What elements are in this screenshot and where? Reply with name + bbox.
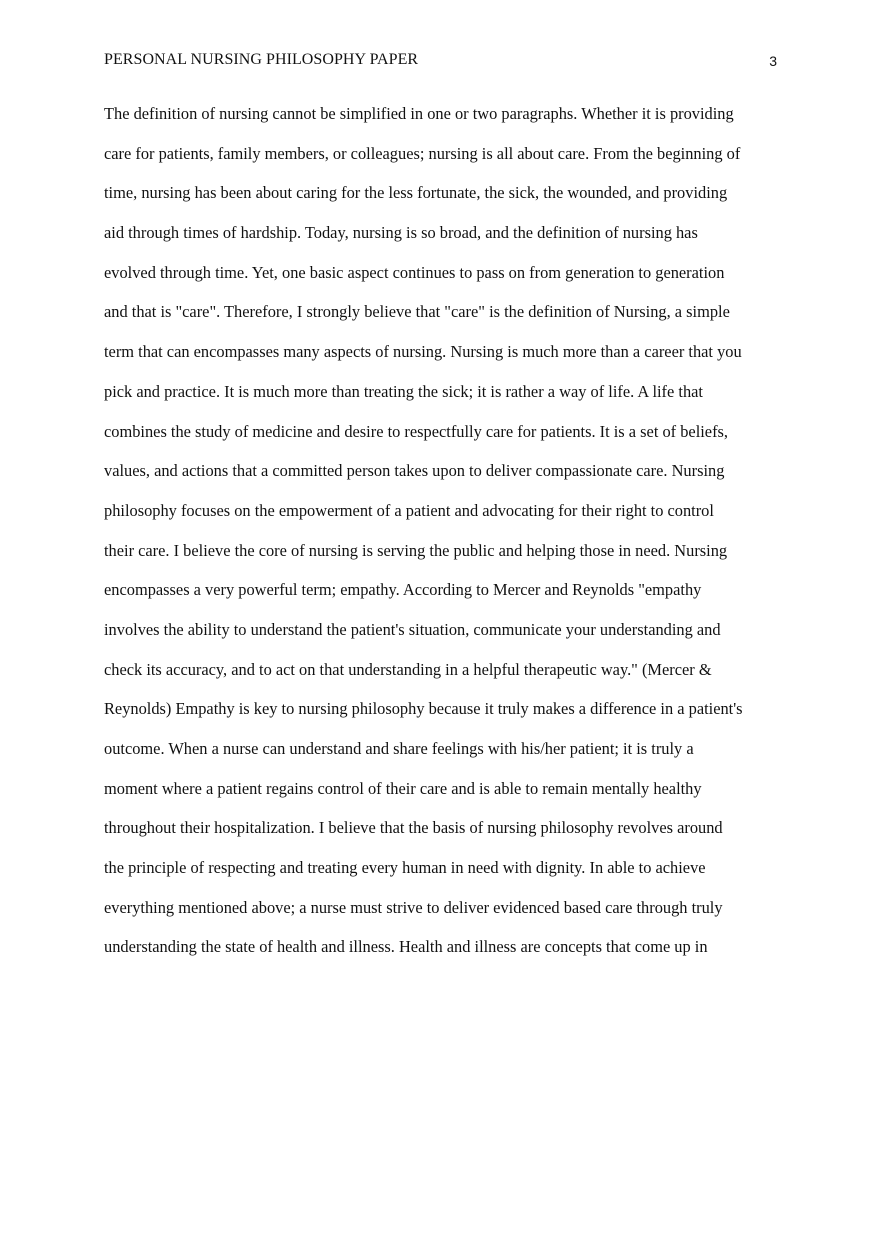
text-line: time, nursing has been about caring for the less fortunate, the sick, the wounded, and providing (104, 183, 728, 203)
text-line: The definition of nursing cannot be simplified in one or two paragraphs. Whether it is providing (104, 104, 734, 123)
text-line: Reynolds) Empathy is key to nursing philosophy because it truly makes a difference in a patient's (104, 699, 743, 719)
body-paragraph (104, 100, 794, 973)
text-line: combines the study of medicine and desire to respectfully care for patients. It is a set of beliefs, (104, 421, 729, 441)
text-line: the principle of respecting and treating every human in need with dignity. In able to achieve (104, 858, 706, 878)
text-line: philosophy focuses on the empowerment of a patient and advocating for their right to control (104, 500, 714, 520)
text-line: involves the ability to understand the patient's situation, communicate your understanding and (104, 619, 721, 639)
text-line: everything mentioned above; a nurse must strive to deliver evidenced based care through truly (104, 897, 723, 917)
text-line: term that can encompasses many aspects of nursing. Nursing is much more than a career that you (104, 342, 742, 362)
text-line: and that is "care". Therefore, I strongly believe that "care" is the definition of Nursing, a simple (104, 302, 730, 322)
text-line: pick and practice. It is much more than treating the sick; it is rather a way of life. A life that (104, 381, 703, 401)
text-line: aid through times of hardship. Today, nursing is so broad, and the definition of nursing has (104, 223, 698, 243)
text-line: check its accuracy, and to act on that understanding in a helpful therapeutic way." (Mercer & (104, 659, 712, 679)
running-head (104, 51, 777, 75)
text-line: care for patients, family members, or colleagues; nursing is all about care. From the beginning of (104, 143, 741, 163)
text-line: outcome. When a nurse can understand and share feelings with his/her patient; it is truly a (104, 739, 694, 758)
text-line: their care. I believe the core of nursing is serving the public and helping those in need. Nursing (104, 540, 728, 560)
text-line: encompasses a very powerful term; empathy. According to Mercer and Reynolds "empathy (104, 580, 702, 600)
running-title: PERSONAL NURSING PHILOSOPHY PAPER (104, 51, 419, 68)
text-line: values, and actions that a committed person takes upon to deliver compassionate care. Nursing (104, 461, 725, 481)
text-line: evolved through time. Yet, one basic aspect continues to pass on from generation to generation (104, 262, 725, 282)
text-line: understanding the state of health and illness. Health and illness are concepts that come up in (104, 937, 708, 957)
page-number: 3 (769, 53, 777, 69)
text-line: moment where a patient regains control of their care and is able to remain mentally healthy (104, 778, 702, 798)
text-line: throughout their hospitalization. I believe that the basis of nursing philosophy revolves around (104, 818, 723, 838)
